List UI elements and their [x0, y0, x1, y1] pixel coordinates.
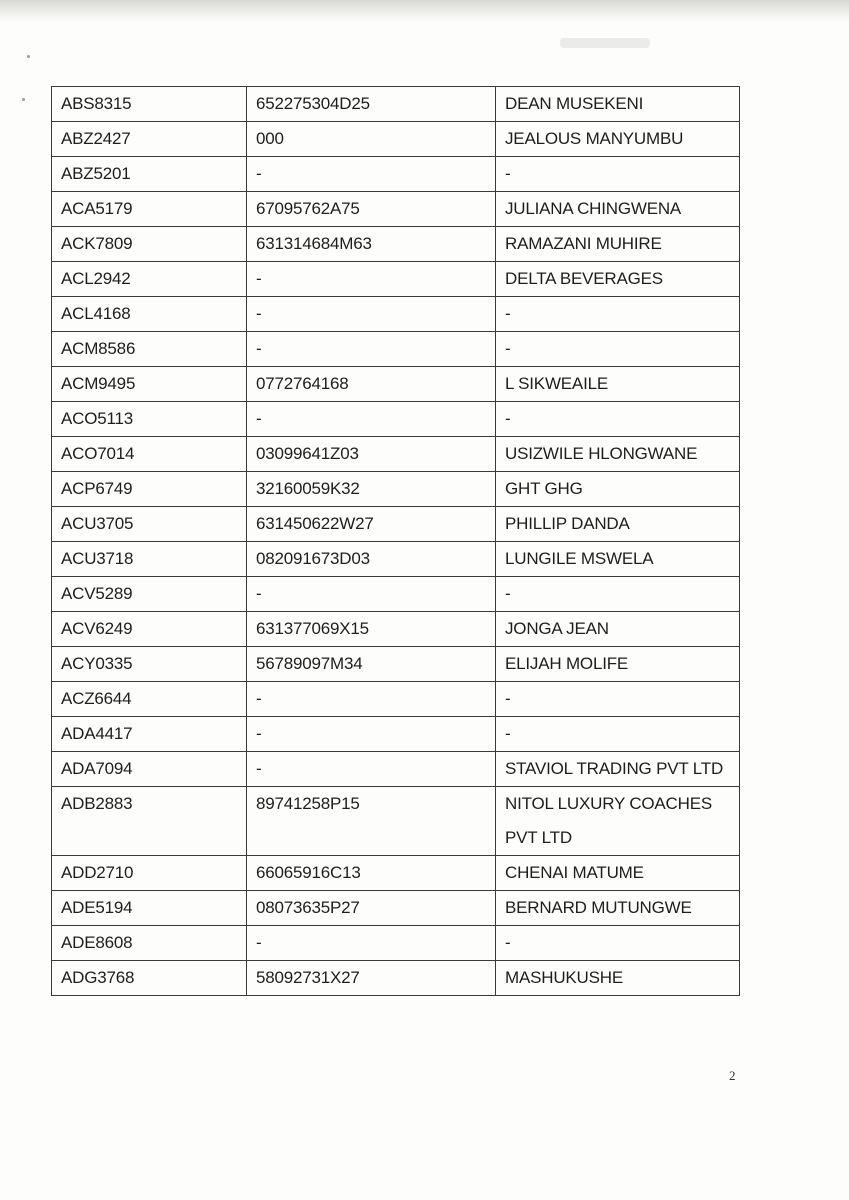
- table-row: [52, 507, 740, 542]
- scan-top-shadow: [0, 0, 849, 22]
- id-number-cell: 67095762A75: [247, 192, 496, 227]
- id-number-cell: -: [247, 157, 496, 192]
- table-row: [52, 752, 740, 787]
- registration-cell: ACZ6644: [52, 682, 247, 717]
- name-cell: -: [496, 577, 740, 612]
- registration-cell: ACO7014: [52, 437, 247, 472]
- id-number-cell: 89741258P15: [247, 787, 496, 856]
- records-table-body: [52, 87, 740, 996]
- id-number-cell: 58092731X27: [247, 961, 496, 996]
- registration-cell: ACM9495: [52, 367, 247, 402]
- registration-cell: ACY0335: [52, 647, 247, 682]
- name-cell: JONGA JEAN: [496, 612, 740, 647]
- records-table: [51, 86, 740, 996]
- name-cell: -: [496, 332, 740, 367]
- registration-cell: ABS8315: [52, 87, 247, 122]
- name-cell: DELTA BEVERAGES: [496, 262, 740, 297]
- id-number-cell: 082091673D03: [247, 542, 496, 577]
- id-number-cell: -: [247, 577, 496, 612]
- name-cell: BERNARD MUTUNGWE: [496, 891, 740, 926]
- registration-cell: ADA4417: [52, 717, 247, 752]
- name-cell: DEAN MUSEKENI: [496, 87, 740, 122]
- table-row: [52, 891, 740, 926]
- name-cell: -: [496, 297, 740, 332]
- id-number-cell: -: [247, 682, 496, 717]
- id-number-cell: -: [247, 752, 496, 787]
- registration-cell: ACK7809: [52, 227, 247, 262]
- table-row: [52, 717, 740, 752]
- registration-cell: ABZ2427: [52, 122, 247, 157]
- id-number-cell: 631450622W27: [247, 507, 496, 542]
- registration-cell: ACU3705: [52, 507, 247, 542]
- registration-cell: ADE5194: [52, 891, 247, 926]
- name-cell: NITOL LUXURY COACHES PVT LTD: [496, 787, 740, 856]
- registration-cell: ADA7094: [52, 752, 247, 787]
- table-row: [52, 961, 740, 996]
- id-number-cell: 03099641Z03: [247, 437, 496, 472]
- name-cell: JEALOUS MANYUMBU: [496, 122, 740, 157]
- registration-cell: ACL4168: [52, 297, 247, 332]
- table-row: [52, 926, 740, 961]
- id-number-cell: 631377069X15: [247, 612, 496, 647]
- registration-cell: ADB2883: [52, 787, 247, 856]
- table-row: [52, 157, 740, 192]
- name-cell: PHILLIP DANDA: [496, 507, 740, 542]
- table-row: [52, 787, 740, 856]
- name-cell: JULIANA CHINGWENA: [496, 192, 740, 227]
- id-number-cell: -: [247, 262, 496, 297]
- name-cell: LUNGILE MSWELA: [496, 542, 740, 577]
- registration-cell: ACP6749: [52, 472, 247, 507]
- registration-cell: ADG3768: [52, 961, 247, 996]
- registration-cell: ACV5289: [52, 577, 247, 612]
- scan-bleed-through: [560, 38, 650, 48]
- id-number-cell: -: [247, 926, 496, 961]
- name-cell: STAVIOL TRADING PVT LTD: [496, 752, 740, 787]
- registration-cell: ADE8608: [52, 926, 247, 961]
- id-number-cell: -: [247, 297, 496, 332]
- id-number-cell: 0772764168: [247, 367, 496, 402]
- table-row: [52, 472, 740, 507]
- id-number-cell: 631314684M63: [247, 227, 496, 262]
- name-cell: USIZWILE HLONGWANE: [496, 437, 740, 472]
- registration-cell: ACO5113: [52, 402, 247, 437]
- name-cell: L SIKWEAILE: [496, 367, 740, 402]
- table-row: [52, 542, 740, 577]
- id-number-cell: -: [247, 402, 496, 437]
- table-row: [52, 577, 740, 612]
- name-cell: MASHUKUSHE: [496, 961, 740, 996]
- registration-cell: ACL2942: [52, 262, 247, 297]
- table-row: [52, 647, 740, 682]
- id-number-cell: 000: [247, 122, 496, 157]
- scan-speck: [22, 98, 25, 101]
- table-row: [52, 297, 740, 332]
- registration-cell: ABZ5201: [52, 157, 247, 192]
- id-number-cell: 66065916C13: [247, 856, 496, 891]
- table-row: [52, 682, 740, 717]
- name-cell: GHT GHG: [496, 472, 740, 507]
- table-row: [52, 227, 740, 262]
- registration-cell: ADD2710: [52, 856, 247, 891]
- registration-cell: ACU3718: [52, 542, 247, 577]
- name-cell: ELIJAH MOLIFE: [496, 647, 740, 682]
- id-number-cell: 56789097M34: [247, 647, 496, 682]
- table-row: [52, 192, 740, 227]
- id-number-cell: -: [247, 332, 496, 367]
- name-cell: RAMAZANI MUHIRE: [496, 227, 740, 262]
- id-number-cell: -: [247, 717, 496, 752]
- name-cell: -: [496, 926, 740, 961]
- id-number-cell: 08073635P27: [247, 891, 496, 926]
- scan-speck: [27, 55, 30, 58]
- registration-cell: ACM8586: [52, 332, 247, 367]
- name-cell: -: [496, 682, 740, 717]
- registration-cell: ACA5179: [52, 192, 247, 227]
- id-number-cell: 652275304D25: [247, 87, 496, 122]
- table-row: [52, 856, 740, 891]
- table-row: [52, 612, 740, 647]
- registration-cell: ACV6249: [52, 612, 247, 647]
- table-row: [52, 332, 740, 367]
- name-cell: -: [496, 717, 740, 752]
- id-number-cell: 32160059K32: [247, 472, 496, 507]
- name-cell: -: [496, 402, 740, 437]
- table-row: [52, 87, 740, 122]
- page-number: 2: [729, 1068, 736, 1083]
- table-row: [52, 122, 740, 157]
- table-row: [52, 437, 740, 472]
- table-row: [52, 367, 740, 402]
- name-cell: -: [496, 157, 740, 192]
- table-row: [52, 262, 740, 297]
- name-cell: CHENAI MATUME: [496, 856, 740, 891]
- table-row: [52, 402, 740, 437]
